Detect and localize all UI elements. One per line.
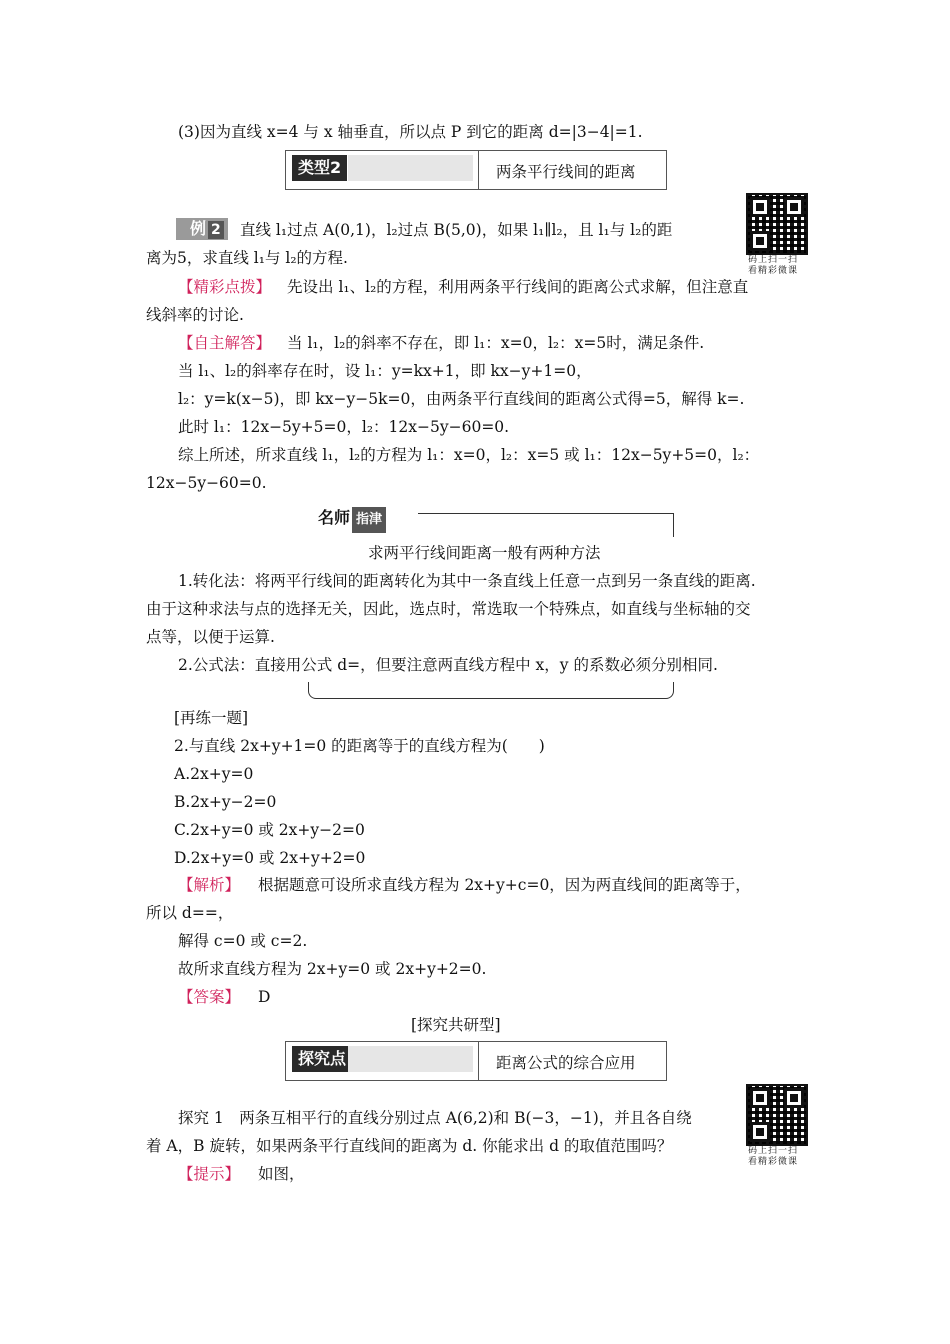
answer-line [178,987,270,1007]
hint-line1 [178,277,748,297]
example-text-line1: 直线 l₁过点 A(0,1)，l₂过点 B(5,0)，如果 l₁∥l₂，且 l₁与 l₂的距 [240,221,673,239]
analysis-text: 根据题意可设所求直线方程为 2x+y+c=0，因为两直线间的距离等于， [258,876,751,894]
hint-label: 【精彩点拨】 [178,278,272,296]
answer-value: D [258,988,271,1006]
teacher-line1: 1.转化法：将两平行线间的距离转化为其中一条直线上任意一点到另一条直线的距离. [178,572,756,590]
solve-line3: l₂：y=k(x−5)，即 kx−y−5k=0，由两条平行直线间的距离公式得=5，解得 k=. [178,390,745,408]
teacher-label-text: 名师 [318,508,351,527]
answer-label: 【答案】 [178,988,241,1006]
qr2-caption-1: 码上扫一扫 [748,1146,799,1156]
teacher-line4: 2.公式法：直接用公式 d=，但要注意两直线方程中 x，y 的系数必须分别相同. [178,656,718,674]
teacher-label-badge: 指津 [352,507,386,533]
tip-label: 【提示】 [178,1165,241,1183]
option-b: B.2x+y−2=0 [174,793,277,811]
teacher-line2: 由于这种求法与点的选择无关，因此，选点时，常选取一个特殊点，如直线与坐标轴的交 [146,600,751,618]
analysis-line4: 故所求直线方程为 2x+y=0 或 2x+y+2=0. [178,960,487,978]
solve-text: 当 l₁，l₂的斜率不存在，即 l₁：x=0，l₂：x=5时，满足条件. [287,334,705,352]
solve-line5: 综上所述，所求直线 l₁，l₂的方程为 l₁：x=0，l₂：x=5 或 l₁：12x−5y+5=0，l₂： [178,446,760,464]
solve-label: 【自主解答】 [178,334,272,352]
type2-divider [478,151,479,189]
qr-caption-2: 看精彩微课 [748,266,799,276]
teacher-label [318,505,386,531]
option-a: A.2x+y=0 [174,765,254,783]
type2-banner [285,150,667,190]
type2-tag: 类型2 [292,155,347,181]
analysis-line1 [178,875,751,895]
option-c: C.2x+y=0 或 2x+y−2=0 [174,821,365,839]
option-d: D.2x+y=0 或 2x+y+2=0 [174,849,366,867]
qr2-caption-2: 看精彩微课 [748,1157,799,1167]
qr-code-icon-2[interactable] [746,1084,808,1146]
explore-title: 距离公式的综合应用 [496,1054,636,1072]
teacher-bottom-bracket [308,682,674,699]
analysis-label: 【解析】 [178,876,241,894]
type2-grey-bar [348,155,473,181]
solve-line2: 当 l₁、l₂的斜率存在时，设 l₁：y=kx+1，即 kx−y+1=0， [178,362,592,380]
analysis-line3: 解得 c=0 或 c=2. [178,932,308,950]
qr-caption-1: 码上扫一扫 [748,255,799,265]
paragraph-distance-result: (3)因为直线 x=4 与 x 轴垂直，所以点 P 到它的距离 d=|3−4|=1. [178,123,643,141]
tip-text: 如图， [258,1165,305,1183]
teacher-line3: 点等，以便于运算. [146,628,275,646]
teacher-title: 求两平行线间距离一般有两种方法 [368,544,601,562]
explore-tag: 探究点 [292,1046,352,1072]
hint-line2: 线斜率的讨论. [146,306,244,324]
solve-line1 [178,333,704,353]
practice-heading: [再练一题] [174,709,249,727]
hint-text: 先设出 l₁、l₂的方程，利用两条平行线间的距离公式求解，但注意直 [287,278,749,296]
qr-code-icon[interactable] [746,193,808,255]
solve-line6: 12x−5y−60=0. [146,474,267,492]
teacher-right-rule [673,513,674,537]
solve-line4: 此时 l₁：12x−5y+5=0，l₂：12x−5y−60=0. [178,418,510,436]
explore-divider [478,1042,479,1080]
teacher-top-rule [418,513,674,514]
explore1-line2: 着 A，B 旋转，如果两条平行直线间的距离为 d. 你能求出 d 的取值范围吗？ [146,1137,673,1155]
tip-line [178,1164,305,1184]
analysis-line2: 所以 d==， [146,904,234,922]
explore-banner [285,1041,667,1081]
explore-grey-bar [348,1046,473,1072]
practice-question: 2.与直线 2x+y+1=0 的距离等于的直线方程为( ) [174,737,545,755]
explore1-line1: 探究 1 两条互相平行的直线分别过点 A(6,2)和 B(−3，−1)，并且各自绕 [178,1109,692,1127]
example-number: 2 [208,221,224,239]
type2-title: 两条平行线间的距离 [496,163,636,181]
example-tag [176,218,228,240]
section-heading: [探究共研型] [411,1016,501,1034]
example-label: 例 [190,219,207,238]
example-text-line2: 离为5，求直线 l₁与 l₂的方程. [146,249,348,267]
